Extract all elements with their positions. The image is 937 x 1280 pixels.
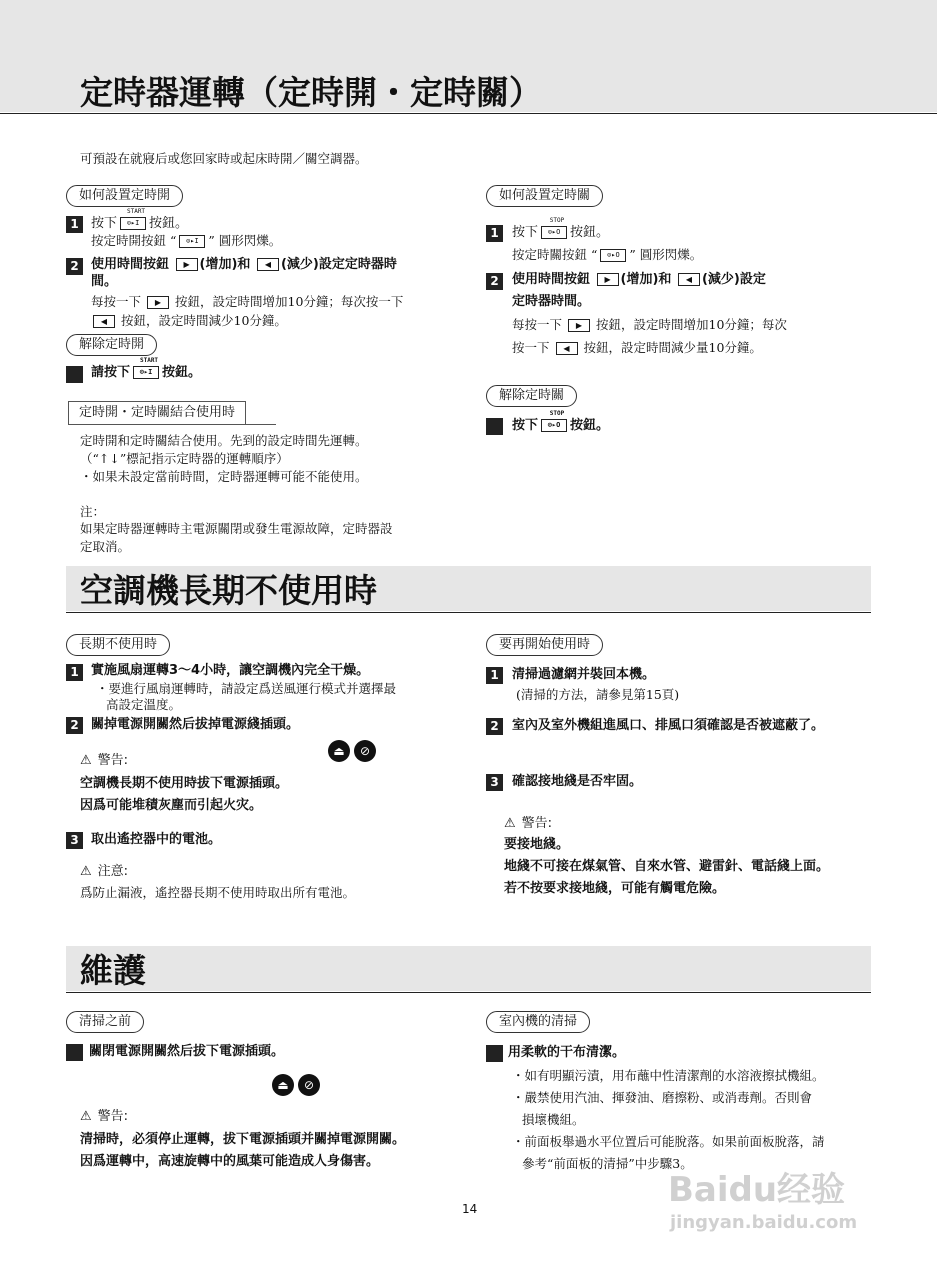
step-number: 2 bbox=[66, 717, 83, 734]
divider bbox=[0, 113, 937, 114]
step-text: 使用時間按鈕 ▶ (增加)和 ◀ (減少)設定定時器時 bbox=[91, 257, 397, 272]
caution-text: 爲防止漏液，遙控器長期不使用時取出所有電池。 bbox=[80, 885, 356, 900]
step-subtext: 按定時關按鈕 “ ⊙▸O ” 圓形閃爍。 bbox=[512, 247, 703, 262]
bullet-text: 參考“前面板的清掃”中步驟3。 bbox=[522, 1156, 693, 1171]
warning-triangle-icon: ⚠ bbox=[80, 864, 92, 879]
step-subtext: 按定時開按鈕 “ ⊙▸I ” 圓形閃爍。 bbox=[91, 233, 282, 248]
section-banner bbox=[66, 946, 871, 991]
section-title-long-unused: 空調機長期不使用時 bbox=[80, 571, 377, 610]
step-number: 3 bbox=[66, 832, 83, 849]
step-text: 實施風扇運轉3～4小時，讓空調機內完全干燥。 bbox=[91, 663, 370, 678]
heading-timer-on: 如何設置定時開 bbox=[66, 185, 183, 207]
warning-triangle-icon: ⚠ bbox=[80, 1109, 92, 1124]
warning-text: 因爲運轉中，高速旋轉中的風葉可能造成人身傷害。 bbox=[80, 1154, 380, 1169]
step-text: 按下 STOP ⊙▸O 按鈕。 bbox=[512, 410, 610, 433]
decrease-icon: ◀ bbox=[678, 273, 700, 286]
step-subtext: ・要進行風扇運轉時，請設定爲送風運行模式并選擇最 bbox=[96, 681, 397, 696]
warning-text: 空調機長期不使用時拔下電源插頭。 bbox=[80, 776, 289, 791]
step-text: 清掃過濾網并裝回本機。 bbox=[512, 667, 656, 682]
step-text: 按下 START ⊙▸I 按鈕。 bbox=[91, 208, 189, 231]
decrease-icon: ◀ bbox=[257, 258, 279, 271]
warning-triangle-icon: ⚠ bbox=[80, 753, 92, 768]
decrease-icon: ◀ bbox=[556, 342, 578, 355]
bullet-square bbox=[66, 1044, 83, 1061]
step-number: 2 bbox=[486, 273, 503, 290]
safety-icons bbox=[328, 740, 376, 762]
step-subtext: (清掃的方法，請參見第15頁) bbox=[516, 687, 680, 702]
heading-restart: 要再開始使用時 bbox=[486, 634, 603, 656]
safety-icons bbox=[272, 1074, 320, 1096]
heading-cancel-off: 解除定時關 bbox=[486, 385, 577, 407]
note-label: 注： bbox=[80, 504, 106, 519]
heading-long-unused: 長期不使用時 bbox=[66, 634, 170, 656]
bullet-square bbox=[486, 1045, 503, 1062]
combo-text: ・如果未設定當前時間，定時器運轉可能不能使用。 bbox=[80, 469, 368, 484]
warning-label: ⚠ 警告: bbox=[504, 816, 553, 831]
unplug-icon: ⏏ bbox=[272, 1074, 294, 1096]
step-text: 定時器時間。 bbox=[512, 294, 591, 309]
step-number: 1 bbox=[66, 216, 83, 233]
step-text: 請按下 START ⊙▸I 按鈕。 bbox=[91, 357, 202, 380]
section-title-timer: 定時器運轉（定時開・定時關） bbox=[80, 73, 542, 112]
step-text: 關閉電源開關然后拔下電源插頭。 bbox=[89, 1044, 285, 1059]
bullet-text: 損壞機組。 bbox=[522, 1112, 585, 1127]
warning-text: 若不按要求接地綫，可能有觸電危險。 bbox=[504, 881, 726, 896]
watermark-logo: Baidu经验 bbox=[668, 1170, 846, 1210]
bullet-square bbox=[66, 366, 83, 383]
timer-off-button-icon: ⊙▸O bbox=[600, 249, 626, 262]
section-title-maintenance: 維護 bbox=[80, 951, 146, 990]
timer-off-button-icon: STOP ⊙▸O bbox=[541, 419, 567, 432]
warning-text: 地綫不可接在煤氣管、自來水管、避雷針、電話綫上面。 bbox=[504, 859, 830, 874]
warning-triangle-icon: ⚠ bbox=[504, 816, 516, 831]
heading-before-cleaning: 清掃之前 bbox=[66, 1011, 144, 1033]
warning-label: ⚠ 警告: bbox=[80, 1109, 129, 1124]
step-subtext: 按一下 ◀ 按鈕，設定時間減少量10分鐘。 bbox=[512, 340, 762, 355]
timer-on-button-icon: START ⊙▸I bbox=[133, 366, 159, 379]
increase-icon: ▶ bbox=[597, 273, 619, 286]
caution-label: ⚠ 注意: bbox=[80, 864, 129, 879]
step-text: 使用時間按鈕 ▶ (增加)和 ◀ (減少)設定 bbox=[512, 272, 766, 287]
timer-on-button-icon: ⊙▸I bbox=[179, 235, 205, 248]
warning-text: 因爲可能堆積灰塵而引起火灾。 bbox=[80, 798, 263, 813]
page-number: 14 bbox=[462, 1202, 478, 1216]
step-number: 2 bbox=[486, 718, 503, 735]
divider bbox=[66, 612, 871, 613]
watermark-url: jingyan.baidu.com bbox=[670, 1212, 858, 1233]
decrease-icon: ◀ bbox=[93, 315, 115, 328]
combo-text: 定時開和定時關結合使用。先到的設定時間先運轉。 bbox=[80, 433, 368, 448]
step-subtext: 每按一下 ▶ 按鈕，設定時間增加10分鐘；每次按一下 bbox=[91, 294, 404, 309]
intro-text: 可預設在就寢后或您回家時或起床時開／關空調器。 bbox=[80, 151, 368, 166]
step-number: 1 bbox=[486, 667, 503, 684]
increase-icon: ▶ bbox=[147, 296, 169, 309]
warning-label: ⚠ 警告: bbox=[80, 753, 129, 768]
step-text: 按下 STOP ⊙▸O 按鈕。 bbox=[512, 217, 610, 240]
note-text: 如果定時器運轉時主電源關閉或發生電源故障，定時器設 bbox=[80, 521, 393, 536]
bullet-text: ・如有明顯污漬，用布蘸中性清潔劑的水溶液擦拭機組。 bbox=[512, 1068, 825, 1083]
divider bbox=[66, 992, 871, 993]
prohibited-icon: ⊘ bbox=[298, 1074, 320, 1096]
divider bbox=[68, 424, 276, 425]
step-text: 間。 bbox=[91, 274, 118, 289]
step-number: 1 bbox=[486, 225, 503, 242]
heading-indoor-cleaning: 室內機的清掃 bbox=[486, 1011, 590, 1033]
step-text: 取出遙控器中的電池。 bbox=[91, 832, 222, 847]
timer-off-button-icon: STOP ⊙▸O bbox=[541, 226, 567, 239]
step-text: 確認接地綫是否牢固。 bbox=[512, 774, 643, 789]
unplug-icon: ⏏ bbox=[328, 740, 350, 762]
heading-timer-off: 如何設置定時關 bbox=[486, 185, 603, 207]
increase-icon: ▶ bbox=[176, 258, 198, 271]
increase-icon: ▶ bbox=[568, 319, 590, 332]
step-text: 用柔軟的干布清潔。 bbox=[508, 1045, 626, 1060]
step-number: 3 bbox=[486, 774, 503, 791]
step-text: 關掉電源開關然后拔掉電源綫插頭。 bbox=[91, 717, 300, 732]
prohibited-icon: ⊘ bbox=[354, 740, 376, 762]
combo-text: （“↑↓”標記指示定時器的運轉順序） bbox=[80, 451, 289, 466]
bullet-square bbox=[486, 418, 503, 435]
heading-cancel-on: 解除定時開 bbox=[66, 334, 157, 356]
timer-on-button-icon: START ⊙▸I bbox=[120, 217, 146, 230]
step-subtext: ◀ 按鈕，設定時間減少10分鐘。 bbox=[91, 312, 287, 330]
heading-combo: 定時開・定時關結合使用時 bbox=[68, 401, 246, 425]
bullet-text: ・嚴禁使用汽油、揮發油、磨擦粉、或消毒劑。否則會 bbox=[512, 1090, 813, 1105]
warning-text: 清掃時，必須停止運轉，拔下電源插頭并關掉電源開關。 bbox=[80, 1132, 406, 1147]
step-subtext: 高設定溫度。 bbox=[106, 697, 182, 712]
step-number: 2 bbox=[66, 258, 83, 275]
note-text: 定取消。 bbox=[80, 539, 131, 554]
step-subtext: 每按一下 ▶ 按鈕，設定時間增加10分鐘；每次 bbox=[512, 317, 787, 332]
bullet-text: ・前面板舉過水平位置后可能脫落。如果前面板脫落，請 bbox=[512, 1134, 825, 1149]
warning-text: 要接地綫。 bbox=[504, 837, 570, 852]
step-text: 室內及室外機組進風口、排風口須確認是否被遮蔽了。 bbox=[512, 718, 825, 733]
step-number: 1 bbox=[66, 664, 83, 681]
